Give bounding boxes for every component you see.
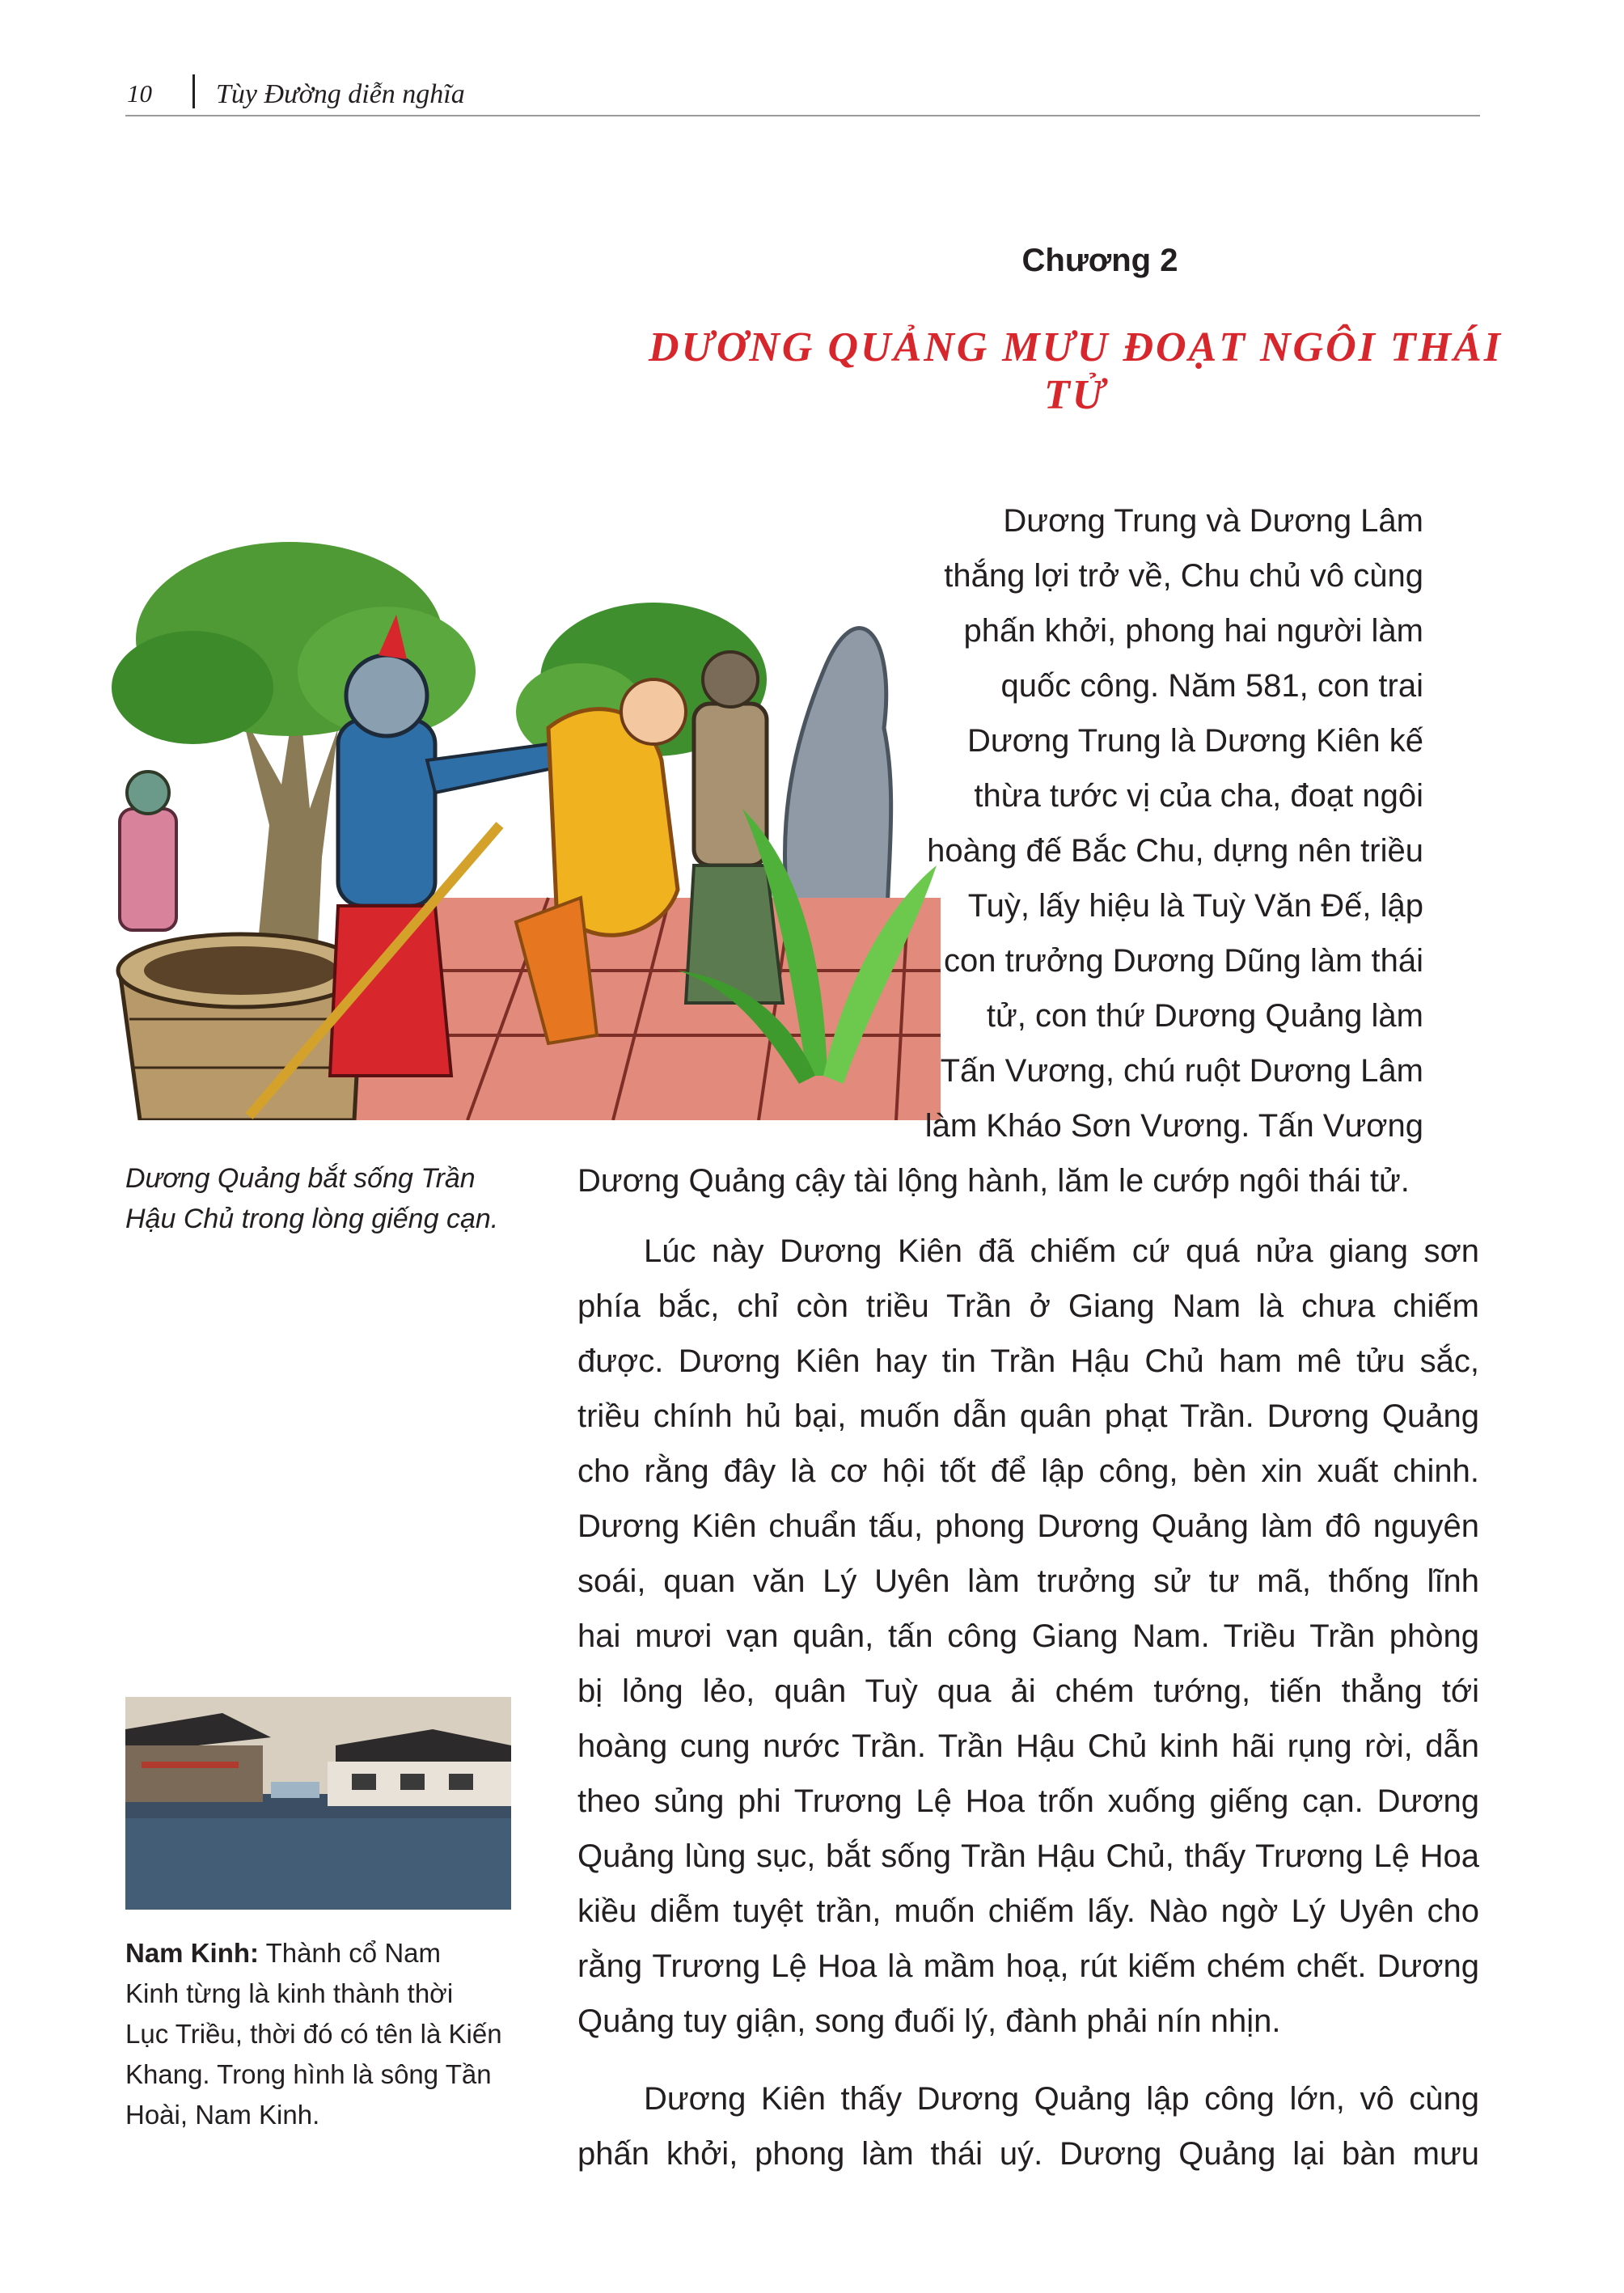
body-paragraph-1-end: [577, 1153, 1479, 1208]
photo-caption: [125, 1933, 522, 2135]
text-line: làm Kháo Sơn Vương. Tấn Vương: [924, 1108, 1423, 1144]
text-line: rằng Trương Lệ Hoa là mầm hoạ, rút kiếm chém chết. Dương: [577, 1948, 1479, 1984]
text-line: Dương Kiên chuẩn tấu, phong Dương Quảng làm đô nguyên: [577, 1508, 1479, 1544]
text-line: bị lỏng lẻo, quân Tuỳ qua ải chém tướng, tiến thẳng tới: [577, 1673, 1479, 1709]
text-line: Tuỳ, lấy hiệu là Tuỳ Văn Đế, lập: [967, 888, 1423, 924]
nanjing-photo: [125, 1697, 511, 1910]
text-line: con trưởng Dương Dũng làm thái: [944, 943, 1423, 979]
soldier-left: [120, 772, 176, 930]
text-line: Quảng tuy giận, song đuối lý, đành phải nín nhịn.: [577, 2003, 1281, 2039]
body-paragraph-1: [728, 493, 1423, 1153]
chapter-label: Chương 2: [1021, 243, 1178, 278]
book-title: Tùy Đường diễn nghĩa: [216, 79, 465, 109]
text-line: Dương Trung và Dương Lâm: [1003, 503, 1423, 539]
text-line: được. Dương Kiên hay tin Trần Hậu Chủ ham mê tửu sắc,: [577, 1343, 1479, 1379]
text-line: triều chính hủ bại, muốn dẫn quân phạt Trần. Dương Quảng: [577, 1398, 1479, 1434]
illustration-caption: [125, 1158, 546, 1239]
caption-line: Hoài, Nam Kinh.: [125, 2100, 320, 2130]
text-line: kiều diễm tuyệt trần, muốn chiếm lấy. Nào ngờ Lý Uyên cho: [577, 1893, 1479, 1929]
text-line: Dương Trung là Dương Kiên kế: [966, 723, 1423, 759]
text-line: Quảng lùng sục, bắt sống Trần Hậu Chủ, thấy Trương Lệ Hoa: [577, 1838, 1479, 1874]
running-header: [125, 74, 1480, 116]
canal-reflection: [125, 1818, 511, 1910]
text-line: hai mươi vạn quân, tấn công Giang Nam. Triều Trần phòng: [577, 1618, 1479, 1654]
text-line: Tấn Vương, chú ruột Dương Lâm: [940, 1053, 1423, 1089]
text-line: theo sủng phi Trương Lệ Hoa trốn xuống giếng cạn. Dương: [577, 1783, 1479, 1819]
caption-line: Hậu Chủ trong lòng giếng cạn.: [125, 1204, 499, 1234]
chapter-title: DƯƠNG QUẢNG MƯU ĐOẠT NGÔI THÁI TỬ: [648, 324, 1503, 418]
caption-line: Kinh từng là kinh thành thời: [125, 1978, 454, 2008]
page-number: 10: [127, 79, 152, 108]
text-line: phấn khởi, phong làm thái uý. Dương Quảng lại bàn mưu: [577, 2136, 1479, 2172]
caption-line: Thành cổ Nam: [259, 1938, 442, 1968]
header-divider: [192, 74, 195, 108]
text-line: tử, con thứ Dương Quảng làm: [986, 998, 1423, 1034]
body-paragraph-2: [577, 1224, 1479, 2049]
caption-line: Lục Triều, thời đó có tên là Kiến: [125, 2019, 502, 2049]
text-line: thừa tước vị của cha, đoạt ngôi: [974, 778, 1423, 814]
text-line: Lúc này Dương Kiên đã chiếm cứ quá nửa giang sơn: [644, 1233, 1479, 1269]
text-line: phía bắc, chỉ còn triều Trần ở Giang Nam là chưa chiếm: [577, 1288, 1479, 1324]
text-line: phấn khởi, phong hai người làm: [963, 613, 1423, 649]
text-line: soái, quan văn Lý Uyên làm trưởng sử tư mã, thống lĩnh: [577, 1563, 1479, 1599]
text-line: Dương Kiên thấy Dương Quảng lập công lớn, vô cùng: [644, 2081, 1479, 2117]
text-line: quốc công. Năm 581, con trai: [1000, 668, 1423, 704]
caption-label: Nam Kinh:: [125, 1938, 259, 1968]
text-line: Dương Quảng cậy tài lộng hành, lăm le cướp ngôi thái tử.: [577, 1163, 1410, 1199]
text-line: hoàng cung nước Trần. Trần Hậu Chủ kinh hãi rụng rời, dẫn: [577, 1728, 1479, 1764]
caption-line: Khang. Trong hình là sông Tần: [125, 2059, 492, 2089]
header-rule: [125, 115, 1480, 116]
text-line: cho rằng đây là cơ hội tốt để lập công, bèn xin xuất chinh.: [577, 1453, 1479, 1489]
buildings-left: [125, 1713, 271, 1802]
text-line: hoàng đế Bắc Chu, dựng nên triều: [927, 833, 1423, 869]
text-line: thắng lợi trở về, Chu chủ vô cùng: [944, 558, 1423, 594]
caption-line: Dương Quảng bắt sống Trần: [125, 1163, 476, 1194]
body-paragraph-3: [577, 2071, 1479, 2181]
